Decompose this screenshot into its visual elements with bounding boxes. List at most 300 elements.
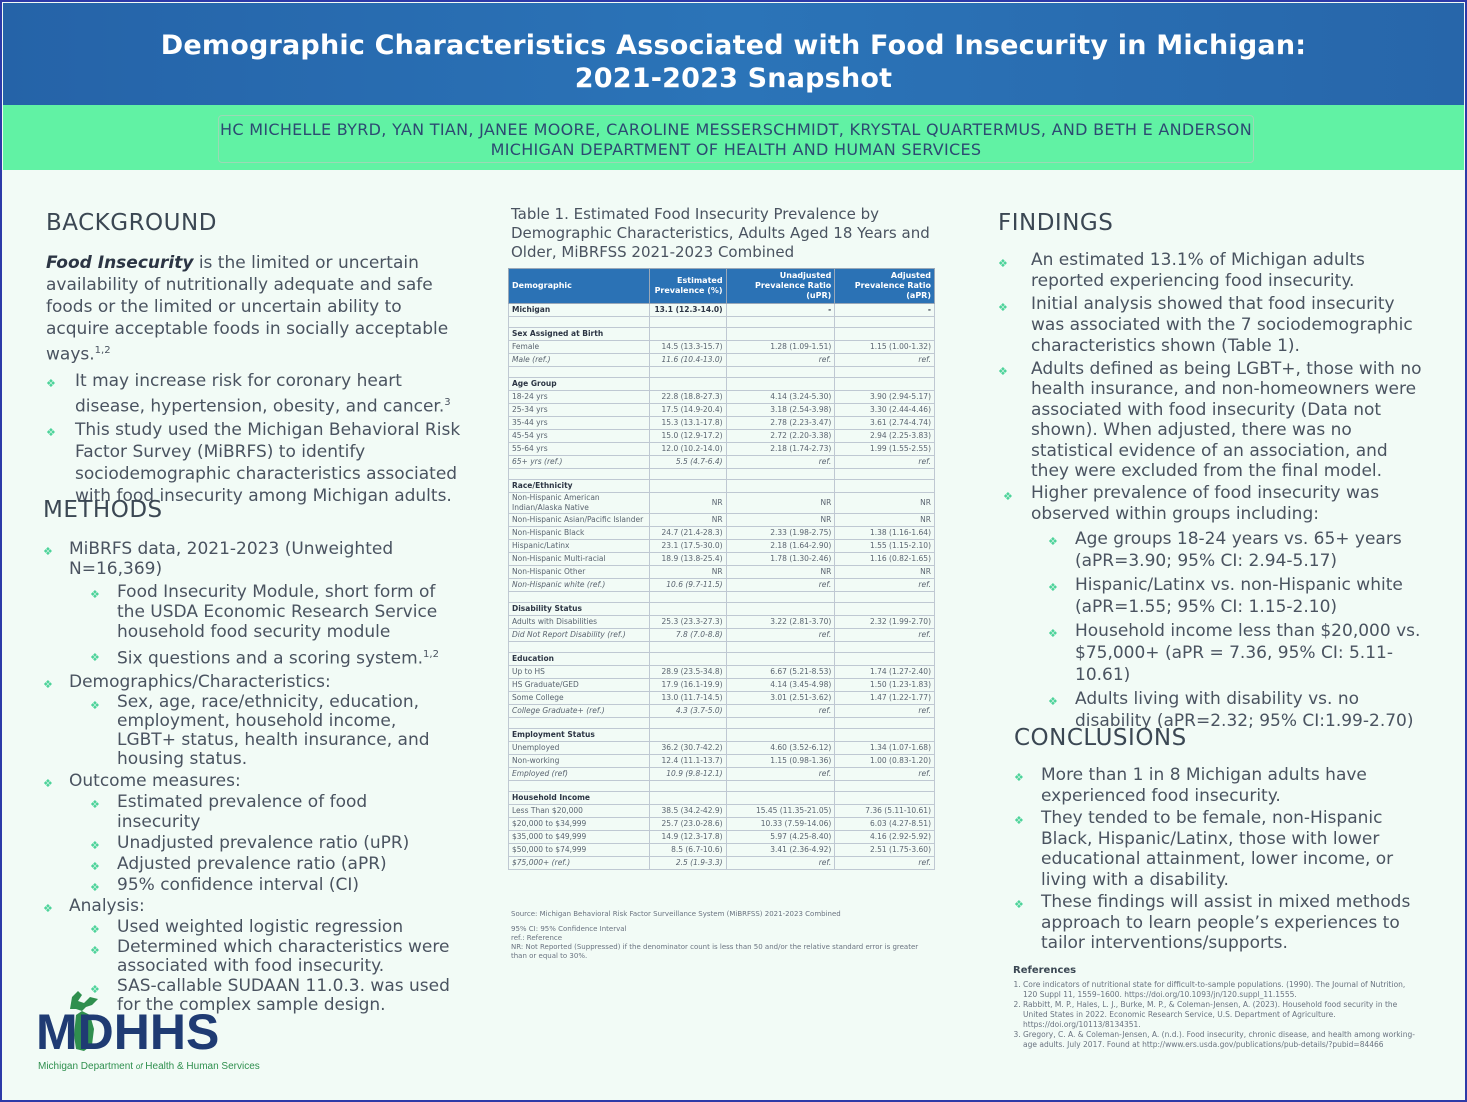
table-row — [509, 768, 935, 781]
table-spacer-row — [509, 781, 935, 792]
table-cell — [649, 592, 726, 603]
table-spacer-row — [509, 642, 935, 653]
findings-bullet: ❖ Adults defined as being LGBT+, those with no health insurance, and non-homeowners were associated with food insecurity (Data not shown). When adjusted, there was no statistical evidence of an association, and they were excluded from the final model. — [998, 359, 1422, 482]
table-row — [509, 341, 935, 354]
table-section-row — [509, 792, 935, 805]
table-cell: Non-Hispanic Asian/Pacific Islander — [509, 514, 650, 527]
table-cell: 18.9 (13.8-25.4) — [649, 553, 726, 566]
table-row — [509, 443, 935, 456]
table-spacer-row — [509, 592, 935, 603]
methods-bullet: ❖ Demographics/Characteristics: — [43, 672, 453, 692]
table-cell: 2.78 (2.23-3.47) — [726, 417, 835, 430]
methods-bullet: ❖ Outcome measures: — [43, 771, 453, 791]
table-section-row — [509, 480, 935, 493]
table-row — [509, 629, 935, 642]
methods-subbullet: ❖ SAS-callable SUDAAN 11.0.3. was used for the complex sample design. — [90, 975, 450, 1015]
table-caption: Table 1. Estimated Food Insecurity Prevalence by Demographic Characteristics, Adults Aged 18 Years and Older, MiBRFSS 2021-2023 Combined — [511, 205, 930, 261]
table-cell: NR — [835, 514, 935, 527]
table-cell — [649, 367, 726, 378]
table-cell: 55-64 yrs — [509, 443, 650, 456]
table-cell: 2.32 (1.99-2.70) — [835, 616, 935, 629]
bullet-diamond-icon: ❖ — [1048, 627, 1058, 641]
table-cell — [726, 480, 835, 493]
background-definition — [46, 252, 461, 366]
table-row — [509, 705, 935, 718]
bullet-diamond-icon: ❖ — [1048, 695, 1058, 709]
table-cell: NR — [726, 566, 835, 579]
table-row — [509, 742, 935, 755]
bullet-diamond-icon: ❖ — [90, 588, 100, 601]
table-cell — [649, 718, 726, 729]
table-row — [509, 456, 935, 469]
table-cell: 17.9 (16.1-19.9) — [649, 679, 726, 692]
bullet-diamond-icon: ❖ — [90, 922, 100, 936]
definition-citation: 1,2 — [94, 345, 111, 356]
methods-subbullet: ❖ Sex, age, race/ethnicity, education, employment, household income, LGBT+ status, health insurance, and housing status. — [90, 691, 430, 769]
table-cell: - — [726, 304, 835, 317]
bullet-diamond-icon: ❖ — [46, 426, 56, 440]
table-cell: ref. — [726, 354, 835, 367]
table-cell — [835, 317, 935, 328]
findings-bullet: ❖ Initial analysis showed that food insecurity was associated with the 7 sociodemographic characteristics shown (Table 1). — [998, 294, 1413, 356]
references-section — [1013, 965, 1418, 1050]
table-cell: 1.47 (1.22-1.77) — [835, 692, 935, 705]
table-cell: 7.8 (7.0-8.8) — [649, 629, 726, 642]
table-cell: 1.34 (1.07-1.68) — [835, 742, 935, 755]
conclusions-bullet: ❖ More than 1 in 8 Michigan adults have experienced food insecurity. — [1014, 765, 1367, 806]
table-cell: 13.1 (12.3-14.0) — [649, 304, 726, 317]
table-cell: 3.90 (2.94-5.17) — [835, 391, 935, 404]
table-cell: 1.99 (1.55-2.55) — [835, 443, 935, 456]
bullet-diamond-icon: ❖ — [998, 257, 1008, 270]
table-cell: Hispanic/Latinx — [509, 540, 650, 553]
table-cell — [726, 317, 835, 328]
methods-section — [43, 497, 453, 1015]
table-cell — [726, 653, 835, 666]
table-cell: 6.67 (5.21-8.53) — [726, 666, 835, 679]
table-row — [509, 579, 935, 592]
background-heading: BACKGROUND — [46, 210, 217, 236]
poster-title-line1: Demographic Characteristics Associated with Food Insecurity in Michigan: — [160, 30, 1307, 61]
table-cell — [509, 592, 650, 603]
methods-subbullet: ❖ Food Insecurity Module, short form of the USDA Economic Research Service household food security module — [90, 582, 438, 642]
table-cell: 2.18 (1.64-2.90) — [726, 540, 835, 553]
references-heading: References — [1013, 965, 1077, 976]
table-cell: 3.41 (2.36-4.92) — [726, 844, 835, 857]
table-body — [509, 304, 935, 870]
table-spacer-row — [509, 718, 935, 729]
table-section-row — [509, 653, 935, 666]
bullet-diamond-icon: ❖ — [43, 545, 53, 558]
table-cell: ref. — [726, 456, 835, 469]
table-cell — [835, 781, 935, 792]
table-cell — [726, 729, 835, 742]
table-cell: Sex Assigned at Birth — [509, 328, 650, 341]
table-cell: 15.3 (13.1-17.8) — [649, 417, 726, 430]
background-section — [46, 210, 461, 507]
table-cell: NR — [726, 514, 835, 527]
table-cell — [509, 718, 650, 729]
table-row — [509, 805, 935, 818]
table-cell: College Graduate+ (ref.) — [509, 705, 650, 718]
table-cell: 1.15 (1.00-1.32) — [835, 341, 935, 354]
table-spacer-row — [509, 367, 935, 378]
bullet-diamond-icon: ❖ — [90, 797, 100, 811]
table-cell: NR — [835, 493, 935, 514]
table-cell: 17.5 (14.9-20.4) — [649, 404, 726, 417]
table-cell: Female — [509, 341, 650, 354]
table-cell: 10.33 (7.59-14.06) — [726, 818, 835, 831]
table-row — [509, 553, 935, 566]
table-cell: Non-Hispanic Other — [509, 566, 650, 579]
methods-heading: METHODS — [43, 497, 163, 523]
table-cell — [726, 592, 835, 603]
table-cell: 1.28 (1.09-1.51) — [726, 341, 835, 354]
table-cell: $50,000 to $74,999 — [509, 844, 650, 857]
bullet-diamond-icon: ❖ — [1014, 771, 1024, 784]
table-cell — [835, 642, 935, 653]
table-cell — [509, 469, 650, 480]
table-cell — [649, 317, 726, 328]
table-cell: ref. — [726, 579, 835, 592]
table-cell: 15.45 (11.35-21.05) — [726, 805, 835, 818]
table-cell — [649, 480, 726, 493]
bullet-diamond-icon: ❖ — [43, 901, 53, 915]
table-cell: 1.00 (0.83-1.20) — [835, 755, 935, 768]
table-row — [509, 527, 935, 540]
table-cell: Non-Hispanic white (ref.) — [509, 579, 650, 592]
bullet-diamond-icon: ❖ — [43, 776, 53, 790]
table-cell — [649, 469, 726, 480]
bullet-diamond-icon: ❖ — [90, 651, 100, 664]
table-cell: 2.94 (2.25-3.83) — [835, 430, 935, 443]
table-cell: Employed (ref) — [509, 768, 650, 781]
bullet-diamond-icon: ❖ — [1048, 581, 1058, 595]
table-cell — [649, 792, 726, 805]
table-cell: 8.5 (6.7-10.6) — [649, 844, 726, 857]
table-cell: NR — [649, 566, 726, 579]
bullet-diamond-icon: ❖ — [90, 698, 100, 712]
table-cell: ref. — [726, 857, 835, 870]
table-cell — [726, 469, 835, 480]
table-row — [509, 679, 935, 692]
col-header: Demographic — [509, 269, 650, 304]
table-cell: 10.6 (9.7-11.5) — [649, 579, 726, 592]
col-header: Estimated Prevalence (%) — [649, 269, 726, 304]
table-cell — [649, 642, 726, 653]
findings-heading: FINDINGS — [998, 210, 1114, 236]
table-cell: 14.9 (12.3-17.8) — [649, 831, 726, 844]
table-row — [509, 616, 935, 629]
table-cell — [649, 729, 726, 742]
table-cell: Household Income — [509, 792, 650, 805]
prevalence-table — [508, 268, 935, 870]
table-section-row — [509, 378, 935, 391]
table-cell: 14.5 (13.3-15.7) — [649, 341, 726, 354]
methods-subbullet: ❖ Used weighted logistic regression — [43, 917, 453, 937]
bullet-diamond-icon: ❖ — [1003, 490, 1013, 504]
table-cell: ref. — [835, 354, 935, 367]
table-cell — [726, 642, 835, 653]
table-cell: Non-Hispanic Black — [509, 527, 650, 540]
table-cell: 13.0 (11.7-14.5) — [649, 692, 726, 705]
table-cell: ref. — [835, 579, 935, 592]
findings-bullet: ❖ An estimated 13.1% of Michigan adults reported experiencing food insecurity. — [998, 250, 1365, 291]
table-cell: 3.22 (2.81-3.70) — [726, 616, 835, 629]
mdhhs-logo — [36, 985, 266, 1075]
table-cell: ref. — [726, 629, 835, 642]
table-cell: 1.74 (1.27-2.40) — [835, 666, 935, 679]
table-cell: 3.30 (2.44-4.46) — [835, 404, 935, 417]
table-cell: 4.60 (3.52-6.12) — [726, 742, 835, 755]
table-cell: Unemployed — [509, 742, 650, 755]
table-cell — [509, 367, 650, 378]
methods-subbullet: ❖ Adjusted prevalence ratio (aPR) — [43, 854, 453, 874]
table-cell — [835, 718, 935, 729]
table-cell: Less Than $20,000 — [509, 805, 650, 818]
table-cell — [649, 328, 726, 341]
table-cell: $75,000+ (ref.) — [509, 857, 650, 870]
table-cell: 25-34 yrs — [509, 404, 650, 417]
authors-band — [3, 105, 1464, 170]
methods-subbullet: ❖ Determined which characteristics were associated with food insecurity. — [90, 936, 450, 976]
logo-subtitle: Michigan Department of Health & Human Services — [38, 1061, 260, 1072]
table-cell: 3.18 (2.54-3.98) — [726, 404, 835, 417]
table-cell: ref. — [835, 768, 935, 781]
table-cell: 7.36 (5.11-10.61) — [835, 805, 935, 818]
table-cell — [726, 328, 835, 341]
table-row — [509, 430, 935, 443]
authors-names: HC MICHELLE BYRD, YAN TIAN, JANEE MOORE, CAROLINE MESSERSCHMIDT, KRYSTAL QUARTERMUS, AND BETH E ANDERSON — [220, 120, 1252, 139]
bullet-diamond-icon: ❖ — [90, 880, 100, 894]
conclusions-section — [1014, 725, 1429, 954]
table-row — [509, 844, 935, 857]
table-cell: 12.0 (10.2-14.0) — [649, 443, 726, 456]
table-cell — [649, 781, 726, 792]
conclusions-bullet: ❖ They tended to be female, non-Hispanic Black, Hispanic/Latinx, those with lower educational attainment, lower income, or living with a disability. — [1014, 808, 1394, 890]
table-cell: Non-working — [509, 755, 650, 768]
table-cell: Adults with Disabilities — [509, 616, 650, 629]
table-cell: 6.03 (4.27-8.51) — [835, 818, 935, 831]
table-header-row — [509, 269, 935, 304]
findings-bullet: ❖ Higher prevalence of food insecurity was observed within groups including: — [1003, 483, 1380, 525]
table-cell: NR — [835, 566, 935, 579]
table-cell — [835, 603, 935, 616]
bullet-diamond-icon: ❖ — [90, 838, 100, 852]
table-cell: 4.3 (3.7-5.0) — [649, 705, 726, 718]
definition-text: is the limited or uncertain availability of nutritionally adequate and safe foods or the limited or uncertain ability to acquire acceptable foods in socially acceptable ways. — [46, 253, 449, 365]
table-cell: ref. — [726, 705, 835, 718]
reference-item: 2. Rabbitt, M. P., Hales, L. J., Burke, M. P., & Coleman-Jensen, A. (2023). Household food security in the United States in 2022. Economic Research Service, U.S. Department of Agriculture. https://doi.org/10113/8134351. — [1023, 1000, 1418, 1030]
table-cell: 5.5 (4.7-6.4) — [649, 456, 726, 469]
table-cell — [835, 328, 935, 341]
table-row — [509, 514, 935, 527]
table-row — [509, 566, 935, 579]
table-cell: 4.14 (3.24-5.30) — [726, 391, 835, 404]
bullet-diamond-icon: ❖ — [998, 301, 1008, 314]
table-cell: 2.33 (1.98-2.75) — [726, 527, 835, 540]
table-row — [509, 692, 935, 705]
table-cell: 23.1 (17.5-30.0) — [649, 540, 726, 553]
table-cell: 2.18 (1.74-2.73) — [726, 443, 835, 456]
methods-bullet: ❖ Analysis: — [43, 896, 453, 916]
table-cell: 2.72 (2.20-3.38) — [726, 430, 835, 443]
table-section-row — [509, 328, 935, 341]
table-cell: 3.01 (2.51-3.62) — [726, 692, 835, 705]
table-source: Source: Michigan Behavioral Risk Factor Surveillance System (MiBRFSS) 2021-2023 Combined — [511, 910, 841, 918]
table-cell: 4.16 (2.92-5.92) — [835, 831, 935, 844]
table-cell: NR — [726, 493, 835, 514]
table-section-row — [509, 603, 935, 616]
table-cell — [509, 642, 650, 653]
findings-subbullet: ❖ Hispanic/Latinx vs. non-Hispanic white (aPR=1.55; 95% CI: 1.15-2.10) — [1048, 575, 1403, 618]
bullet-diamond-icon: ❖ — [46, 376, 56, 390]
table-cell: Non-Hispanic Multi-racial — [509, 553, 650, 566]
table-cell: 1.16 (0.82-1.65) — [835, 553, 935, 566]
table-cell: HS Graduate/GED — [509, 679, 650, 692]
authors-affiliation: MICHIGAN DEPARTMENT OF HEALTH AND HUMAN SERVICES — [490, 140, 982, 159]
table-row — [509, 391, 935, 404]
table-section-row — [509, 304, 935, 317]
table-cell: Michigan — [509, 304, 650, 317]
table-row — [509, 493, 935, 514]
table-cell: 45-54 yrs — [509, 430, 650, 443]
table-cell: ref. — [726, 768, 835, 781]
methods-bullet: ❖ MiBRFS data, 2021-2023 (Unweighted N=16,369) — [43, 539, 394, 579]
reference-item: 3. Gregory, C. A. & Coleman-Jensen, A. (n.d.). Food insecurity, chronic disease, and health among working-age adults. July 2017. Found at http://www.ers.usda.gov/publications/pub-details/?pubid=84466 — [1023, 1030, 1418, 1050]
table-cell: 18-24 yrs — [509, 391, 650, 404]
bullet-diamond-icon: ❖ — [90, 859, 100, 873]
table-cell: Disability Status — [509, 603, 650, 616]
table-row — [509, 404, 935, 417]
bullet-diamond-icon: ❖ — [1048, 535, 1058, 549]
table-cell — [726, 718, 835, 729]
table-cell: Up to HS — [509, 666, 650, 679]
table-cell: 36.2 (30.7-42.2) — [649, 742, 726, 755]
bullet-diamond-icon: ❖ — [43, 677, 53, 691]
table-row — [509, 354, 935, 367]
table-cell: 24.7 (21.4-28.3) — [649, 527, 726, 540]
logo-wordmark: MDHHS — [36, 1004, 220, 1060]
table-cell: 10.9 (9.8-12.1) — [649, 768, 726, 781]
table-cell — [835, 729, 935, 742]
table-cell: $35,000 to $49,999 — [509, 831, 650, 844]
table-cell: Non-Hispanic American Indian/Alaska Native — [509, 493, 650, 514]
table-cell — [835, 653, 935, 666]
table-cell: 1.50 (1.23-1.83) — [835, 679, 935, 692]
table-row — [509, 831, 935, 844]
methods-subbullet: ❖ Six questions and a scoring system.$^{1,2}$ — [90, 648, 439, 669]
table-cell: - — [835, 304, 935, 317]
bullet-diamond-icon: ❖ — [1014, 898, 1024, 911]
table-row — [509, 417, 935, 430]
table-row — [509, 666, 935, 679]
table-cell — [835, 792, 935, 805]
table-cell: Education — [509, 653, 650, 666]
table-cell — [835, 469, 935, 480]
table-cell: 2.5 (1.9-3.3) — [649, 857, 726, 870]
table-cell: 22.8 (18.8-27.3) — [649, 391, 726, 404]
findings-section — [998, 210, 1428, 732]
methods-subbullet: ❖ 95% confidence interval (CI) — [43, 875, 453, 895]
poster-title-line2: 2021-2023 Snapshot — [574, 63, 893, 94]
table-row — [509, 818, 935, 831]
bullet-diamond-icon: ❖ — [1014, 814, 1024, 827]
table-section-row — [509, 729, 935, 742]
table-cell: 1.55 (1.15-2.10) — [835, 540, 935, 553]
table-cell: ref. — [835, 705, 935, 718]
table-cell — [726, 781, 835, 792]
table-cell: Race/Ethnicity — [509, 480, 650, 493]
methods-subbullet: ❖ Estimated prevalence of food insecurity — [90, 791, 368, 832]
table-cell — [835, 367, 935, 378]
table-cell — [649, 378, 726, 391]
food-insecurity-term: Food Insecurity — [46, 253, 194, 273]
table-cell: Did Not Report Disability (ref.) — [509, 629, 650, 642]
table-cell: Employment Status — [509, 729, 650, 742]
table-cell: 38.5 (34.2-42.9) — [649, 805, 726, 818]
table-row — [509, 857, 935, 870]
poster-header — [3, 3, 1464, 105]
table-cell: 1.78 (1.30-2.46) — [726, 553, 835, 566]
table-cell: 11.6 (10.4-13.0) — [649, 354, 726, 367]
table-cell — [726, 367, 835, 378]
table-cell: 1.15 (0.98-1.36) — [726, 755, 835, 768]
background-bullet: ❖ This study used the Michigan Behavioral Risk Factor Survey (MiBRFS) to identify sociodemographic characteristics associated with food insecurity among Michigan adults. — [46, 420, 461, 507]
table-cell: 12.4 (11.1-13.7) — [649, 755, 726, 768]
table-cell: ref. — [835, 456, 935, 469]
table-cell: NR — [649, 514, 726, 527]
table-cell: Some College — [509, 692, 650, 705]
table-cell: 4.14 (3.45-4.98) — [726, 679, 835, 692]
table-cell — [726, 792, 835, 805]
table-cell: Male (ref.) — [509, 354, 650, 367]
table-cell: 1.38 (1.16-1.64) — [835, 527, 935, 540]
table-cell: 2.51 (1.75-3.60) — [835, 844, 935, 857]
table-cell: Age Group — [509, 378, 650, 391]
conclusions-heading: CONCLUSIONS — [1014, 725, 1187, 751]
reference-item: 1. Core indicators of nutritional state for difficult-to-sample populations. (1990). The Journal of Nutrition, 120 Suppl 11, 1559–1600. https://doi.org/10.1093/jn/120.suppl_11.1555. — [1023, 980, 1418, 1000]
table-cell: 25.7 (23.0-28.6) — [649, 818, 726, 831]
table-cell: 65+ yrs (ref.) — [509, 456, 650, 469]
background-bullet: ❖ It may increase risk for coronary heart disease, hypertension, obesity, and cancer.$^3$ — [46, 370, 451, 417]
findings-subbullet: ❖ Adults living with disability vs. no disability (aPR=2.32; 95% CI:1.99-2.70) — [1048, 689, 1414, 732]
table-cell: 15.0 (12.9-17.2) — [649, 430, 726, 443]
table-cell: $20,000 to $34,999 — [509, 818, 650, 831]
table-cell — [509, 781, 650, 792]
findings-subbullet: ❖ Household income less than $20,000 vs. $75,000+ (aPR = 7.36, 95% CI: 5.11-10.61) — [1048, 621, 1421, 686]
table-notes: 95% CI: 95% Confidence Interval ref.: Reference NR: Not Reported (Suppressed) if the denominator count is less than 50 and/or the relative standard error is greater than or equal to 30%. — [511, 925, 919, 960]
table-cell: 25.3 (23.3-27.3) — [649, 616, 726, 629]
methods-subbullet: ❖ Unadjusted prevalence ratio (uPR) — [43, 833, 453, 853]
table-cell — [835, 592, 935, 603]
authors-box — [218, 115, 1254, 163]
table-cell: 5.97 (4.25-8.40) — [726, 831, 835, 844]
col-header: Adjusted Prevalence Ratio (aPR) — [835, 269, 935, 304]
table-spacer-row — [509, 469, 935, 480]
table-cell — [726, 378, 835, 391]
bullet-diamond-icon: ❖ — [90, 943, 100, 957]
table-row — [509, 540, 935, 553]
table-cell: 28.9 (23.5-34.8) — [649, 666, 726, 679]
table-cell: 3.61 (2.74-4.74) — [835, 417, 935, 430]
conclusions-bullet: ❖ These findings will assist in mixed methods approach to learn people’s experiences to tailor interventions/supports. — [1014, 892, 1411, 953]
table-cell — [835, 480, 935, 493]
table-cell: ref. — [835, 629, 935, 642]
table-cell — [835, 378, 935, 391]
table-cell — [726, 603, 835, 616]
table-cell — [649, 653, 726, 666]
